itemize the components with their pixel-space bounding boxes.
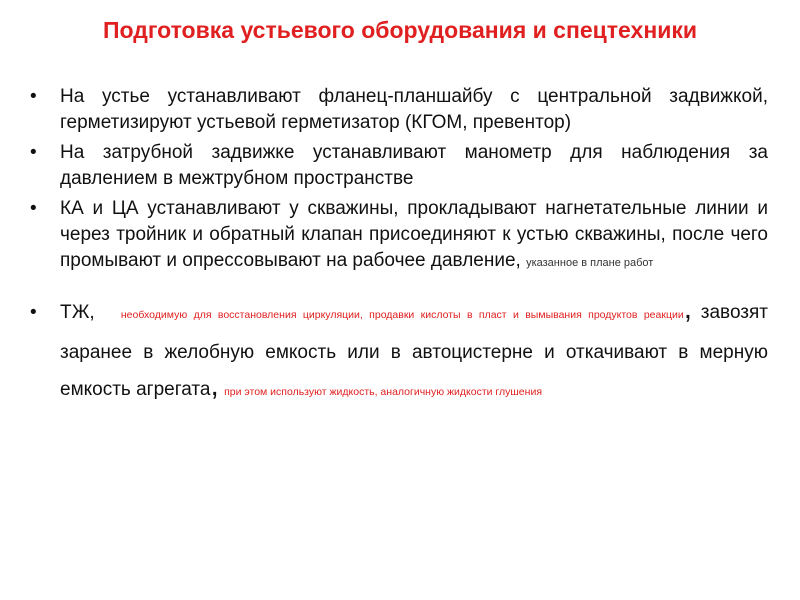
bullet-marker: • [30,86,37,107]
list-item [30,196,768,276]
bullet-text: КА и ЦА устанавливают у скважины, прокладывают нагнетательные линии и через тройник и обратный клапан присоединяют к устью скважины, после чего промывают и опрессовывают на рабочее давление, [60,198,768,271]
bullet-note-red: необходимую для восстановления циркуляции, продавки кислоты в пласт и вымывания продуктов реакции [120,309,684,321]
bullet-text: завозят заранее в желобную емкость или в автоцистерне и откачивают в мерную емкость агрегата [60,302,768,400]
bullet-text: На затрубной задвижке устанавливают манометр для наблюдения за давлением в межтрубном пространстве [60,142,768,189]
list-item [30,140,768,192]
bullet-note: указанное в плане работ [526,257,654,269]
bullet-marker: • [30,302,37,323]
bullet-note-red: при этом используют жидкость, аналогичную жидкости глушения [224,386,543,398]
bullet-text: На устье устанавливают фланец-планшайбу с центральной задвижкой, герметизируют устьевой герметизатор (КГОМ, превентор) [60,86,768,133]
bullet-marker: • [30,198,37,219]
slide-title: Подготовка устьевого оборудования и спецтехники [102,17,698,43]
list-item [30,84,768,136]
bullet-lead: ТЖ, [60,302,95,323]
bullet-list [30,84,768,415]
bullet-comma: , [683,292,693,325]
bullet-marker: • [30,142,37,163]
list-item [30,294,768,411]
bullet-comma: , [210,369,219,402]
